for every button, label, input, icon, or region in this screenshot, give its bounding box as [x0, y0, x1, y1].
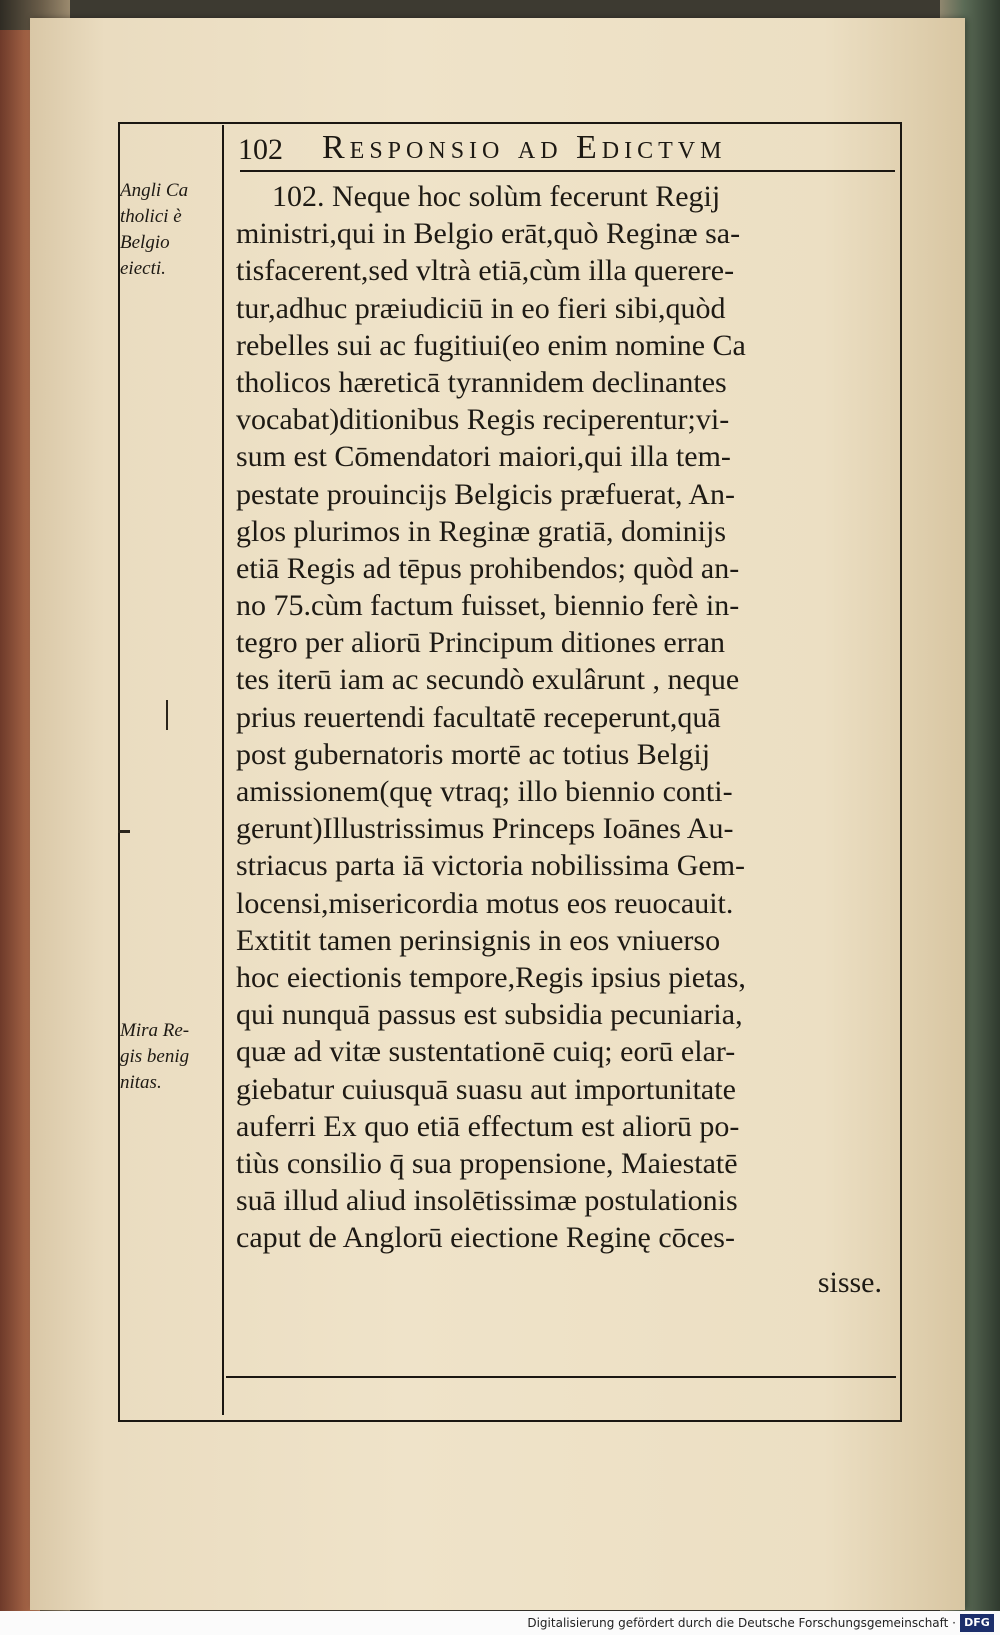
dfg-logo: DFG [960, 1614, 994, 1632]
text-line: tiùs consilio q̄ sua propensione, Maiestatē [236, 1146, 738, 1180]
catchword: sisse. [817, 1266, 882, 1300]
text-line: auferri Ex quo etiā effectum est aliorū po- [236, 1109, 740, 1143]
marginal-line: Mira Re- [120, 1020, 190, 1041]
text-line: no 75.cùm factum fuisset, biennio ferè in- [236, 589, 740, 623]
text-line: Extitit tamen perinsignis in eos vniuerso [236, 923, 721, 957]
ink-speck [118, 830, 130, 833]
marginal-line: Belgio [120, 232, 170, 253]
text-line: amissionem(quę vtraq; illo biennio conti- [236, 775, 733, 808]
text-line: giebatur cuiusquā suasu aut importunitate [236, 1072, 736, 1106]
page-number: 102 [238, 133, 283, 166]
ink-speck [166, 700, 168, 730]
text-line: rebelles sui ac fugitiui(eo enim nomine Ca [236, 328, 746, 362]
margin-rule [222, 125, 224, 1415]
text-line: gerunt)Illustrissimus Princeps Ioānes Au- [236, 812, 734, 846]
text-line: tur,adhuc præiudiciū in eo fieri sibi,quòd [236, 291, 726, 325]
marginal-note-mira [120, 1018, 220, 1096]
text-line: tisfacerent,sed vltrà etiā,cùm illa querere- [236, 254, 735, 288]
text-line: post gubernatoris mortē ac totius Belgij [236, 737, 711, 771]
text-line: glos plurimos in Reginæ gratiā, dominijs [236, 514, 726, 548]
text-line: tes iterū iam ac secundò exulârunt , neque [236, 663, 740, 697]
text-line: ministri,qui in Belgio erāt,quò Reginæ sa- [236, 217, 741, 251]
text-line: prius reuertendi facultatē receperunt,quā [236, 700, 721, 734]
text-line: striacus parta iā victoria nobilissima Gem- [236, 849, 746, 883]
body-text [236, 178, 888, 1418]
text-line: etiā Regis ad tēpus prohibendos; quòd an- [236, 551, 740, 585]
text-line: caput de Anglorū eiectione Reginę cōces- [236, 1221, 735, 1255]
text-line: 102. Neque hoc solùm fecerunt Regij [272, 180, 721, 213]
running-head: Responsio ad Edictvm [322, 129, 727, 166]
text-line: quæ ad vitæ sustentationē cuiq; eorū elar- [236, 1035, 736, 1069]
text-line: locensi,misericordia motus eos reuocauit. [236, 886, 734, 920]
marginal-line: Angli Ca [120, 180, 189, 201]
text-line: qui nunquā passus est subsidia pecuniaria, [236, 998, 743, 1032]
marginal-line: nitas. [120, 1072, 162, 1093]
marginal-line: tholici è [120, 206, 182, 227]
marginal-line: gis benig [120, 1046, 190, 1067]
text-line: pestate prouincijs Belgicis præfuerat, An- [236, 477, 736, 511]
text-line: sum est Cōmendatori maiori,qui illa tem- [236, 440, 731, 474]
text-line: suā illud aliud insolētissimæ postulationis [236, 1184, 738, 1218]
marginal-line: eiecti. [120, 258, 166, 279]
text-line: vocabat)ditionibus Regis reciperentur;vi- [236, 403, 730, 437]
footer-credit: Digitalisierung gefördert durch die Deutsche Forschungsgemeinschaft · [527, 1616, 956, 1630]
header-rule [240, 170, 895, 172]
text-line: hoc eiectionis tempore,Regis ipsius pietas, [236, 960, 746, 994]
text-line: tholicos hæreticā tyrannidem declinantes [236, 365, 727, 399]
marginal-note-angli [120, 178, 220, 282]
text-line: tegro per aliorū Principum ditiones erran [236, 626, 726, 660]
